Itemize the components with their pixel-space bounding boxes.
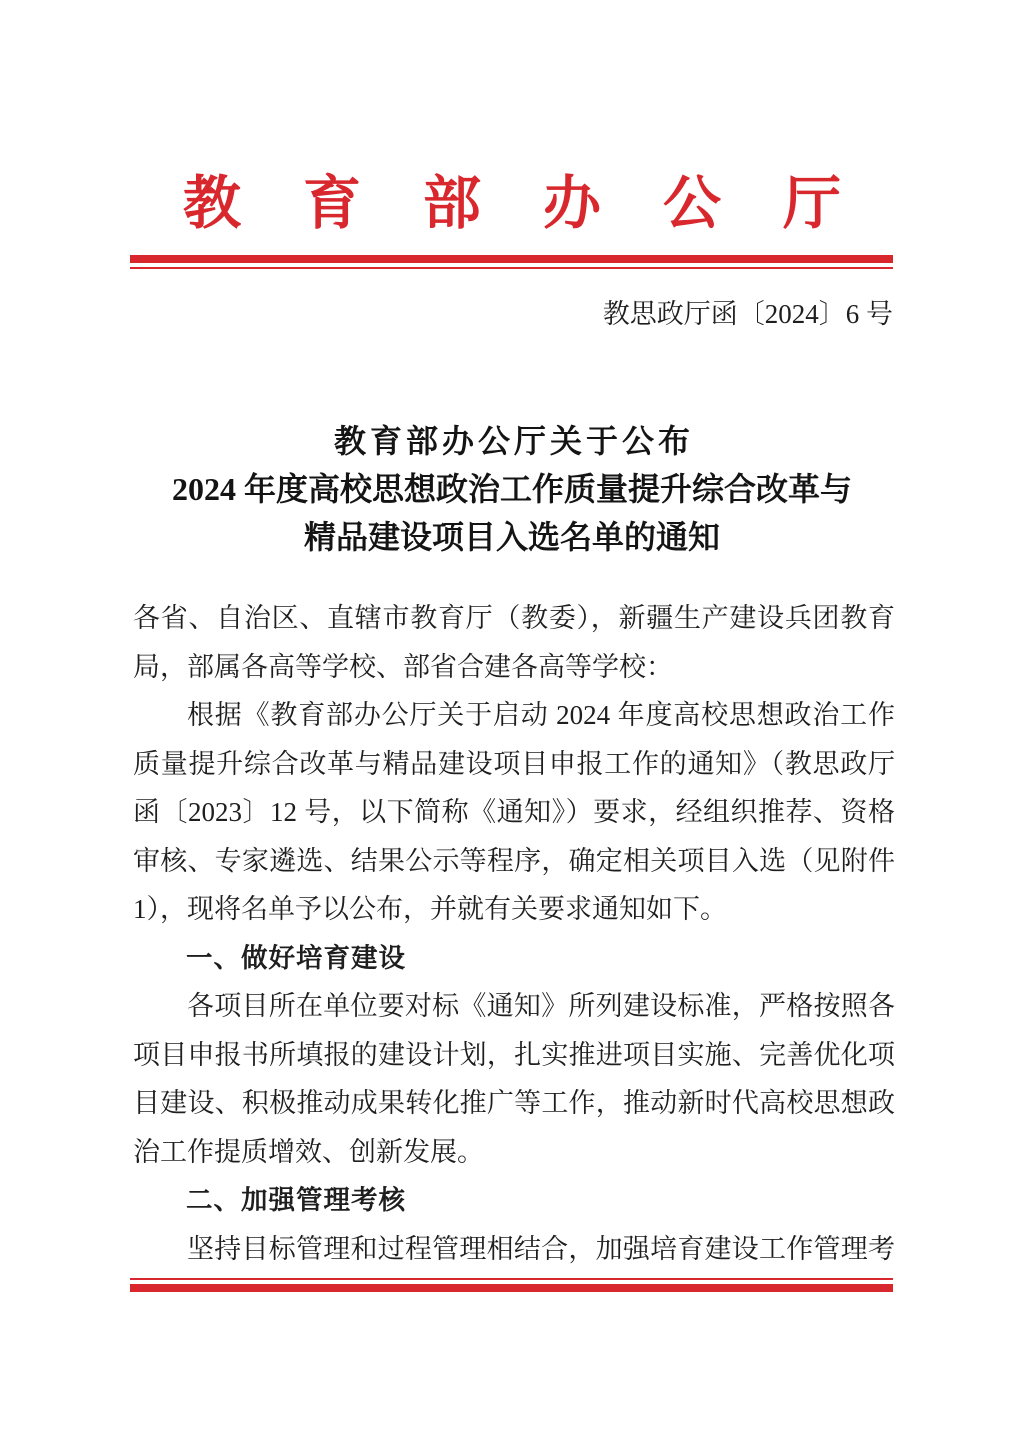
body-line: 1），现将名单予以公布，并就有关要求通知如下。: [133, 894, 727, 924]
body-line: 根据《教育部办公厅关于启动 2024 年度高校思想政治工作: [187, 700, 895, 730]
body-line: 各项目所在单位要对标《通知》所列建设标准，严格按照各: [187, 991, 895, 1021]
body-line: 坚持目标管理和过程管理相结合，加强培育建设工作管理考: [187, 1233, 895, 1264]
notice-title-line: 教育部办公厅关于公布: [333, 423, 694, 459]
body-line: 项目申报书所填报的建设计划，扎实推进项目实施、完善优化项: [133, 1039, 895, 1070]
body-line: 各省、自治区、直辖市教育厅（教委），新疆生产建设兵团教育: [133, 603, 895, 633]
letterhead-rule-thin: [130, 267, 893, 269]
footer-rule-thin: [130, 1278, 893, 1280]
notice-title-line: 精品建设项目入选名单的通知: [303, 519, 720, 555]
body-line: 函〔2023〕12 号，以下简称《通知》）要求，经组织推荐、资格: [133, 797, 895, 827]
letterhead-rule-thick: [130, 255, 893, 263]
body-line: 审核、专家遴选、结果公示等程序，确定相关项目入选（见附件: [133, 845, 895, 876]
agency-letterhead-title: 教育部办公厅: [182, 171, 903, 236]
footer-rule-thick: [130, 1284, 893, 1292]
notice-title-line: 2024 年度高校思想政治工作质量提升综合改革与: [171, 471, 852, 507]
section-heading: 一、做好培育建设: [186, 942, 406, 973]
notice-title: [0, 417, 1024, 561]
body-line: 治工作提质增效、创新发展。: [133, 1136, 484, 1167]
section-heading: 二、加强管理考核: [186, 1185, 406, 1215]
body-line: 质量提升综合改革与精品建设项目申报工作的通知》（教思政厅: [133, 748, 895, 779]
document-body: [133, 594, 895, 1273]
body-line: 局，部属各高等学校、部省合建各高等学校：: [133, 651, 673, 682]
document-reference-number: 教思政厅函〔2024〕6 号: [602, 299, 893, 329]
body-line: 目建设、积极推动成果转化推广等工作，推动新时代高校思想政: [133, 1088, 895, 1118]
